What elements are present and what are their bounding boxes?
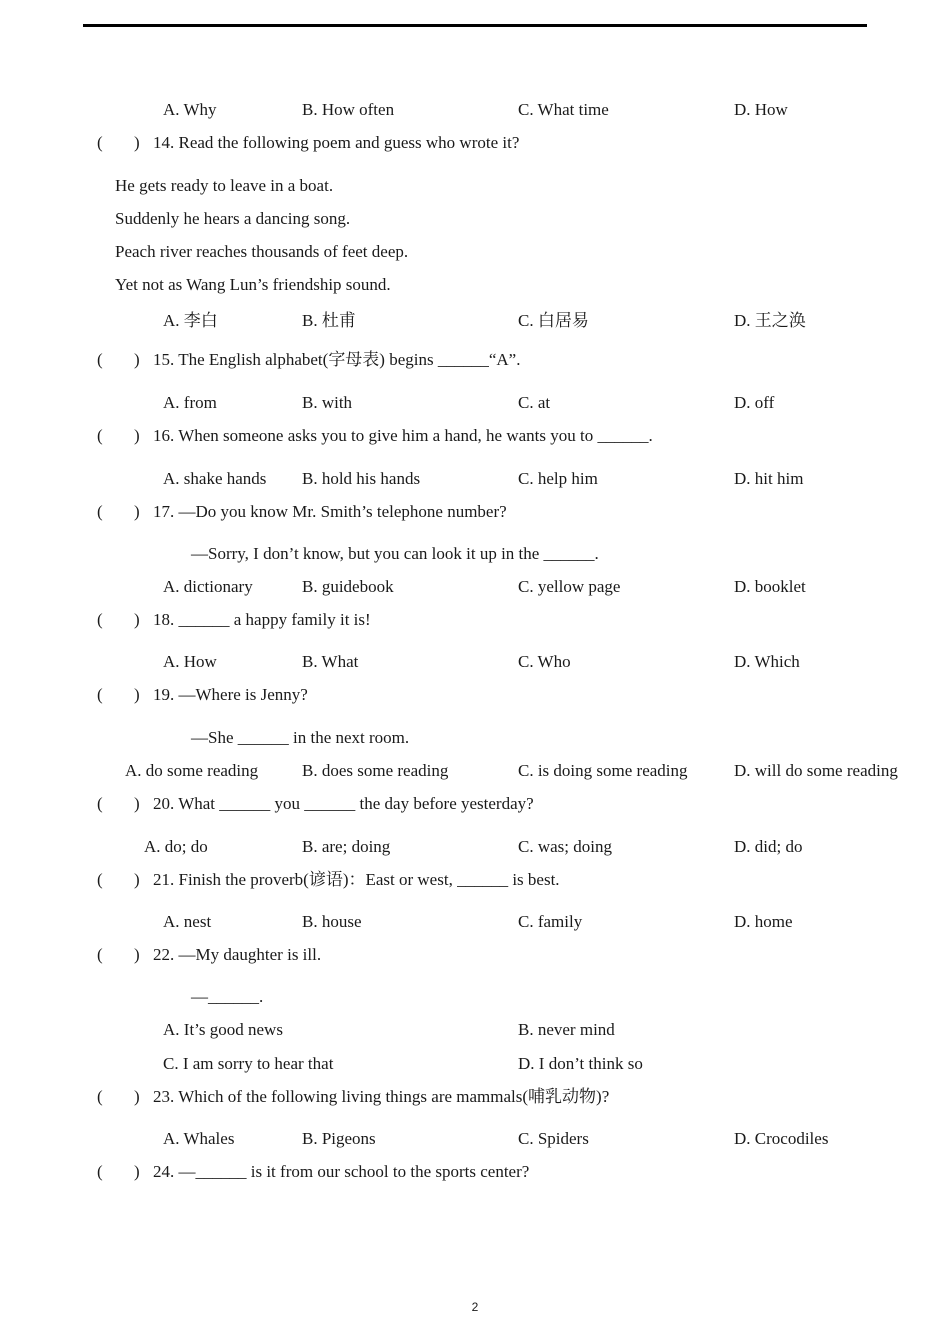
answer-paren-open[interactable]: ( [97,426,103,445]
answer-paren-close: ) [134,794,140,813]
option-d: D. Which [734,652,800,671]
answer-paren-close: ) [134,945,140,964]
option-c: C. Who [518,652,571,671]
option-a: A. Whales [163,1129,235,1148]
option-c: C. I am sorry to hear that [163,1054,334,1073]
option-a: A. from [163,393,217,412]
option-b: B. hold his hands [302,469,421,488]
option-a: A. shake hands [163,469,267,488]
option-b: B. guidebook [302,577,394,596]
option-a: A. It’s good news [163,1020,283,1039]
option-a: A. dictionary [163,577,253,596]
question-stem: 18. ______ a happy family it is! [153,610,371,629]
option-c: C. Spiders [518,1129,589,1148]
option-c: C. family [518,912,583,931]
question-stem: 21. Finish the proverb(谚语)：East or west, ______ is best. [153,870,560,889]
question-stem: 22. —My daughter is ill. [153,945,322,964]
option-d: D. will do some reading [734,761,898,780]
option-b: B. Pigeons [302,1129,376,1148]
answer-paren-open[interactable]: ( [97,350,103,369]
question-stem: 15. The English alphabet(字母表) begins ______“A”. [153,350,521,369]
option-a: A. Why [163,100,217,119]
dialogue-reply: —She ______ in the next room. [191,728,410,747]
question-stem: 17. —Do you know Mr. Smith’s telephone number? [153,502,507,521]
answer-paren-open[interactable]: ( [97,685,103,704]
header-rule [83,24,867,27]
option-b: B. never mind [518,1020,615,1039]
poem-line: Suddenly he hears a dancing song. [115,209,351,228]
option-a: A. do; do [144,837,208,856]
page-number: 2 [471,1300,479,1314]
question-stem: 14. Read the following poem and guess who wrote it? [153,133,520,152]
option-c: C. 白居易 [518,311,589,330]
option-d: D. Crocodiles [734,1129,829,1148]
answer-paren-close: ) [134,685,140,704]
poem-line: Yet not as Wang Lun’s friendship sound. [115,275,391,294]
answer-paren-open[interactable]: ( [97,1087,103,1106]
answer-paren-close: ) [134,350,140,369]
option-b: B. house [302,912,362,931]
option-a: A. 李白 [163,311,218,330]
option-b: B. 杜甫 [302,311,356,330]
option-b: B. How often [302,100,395,119]
option-d: D. 王之涣 [734,311,806,330]
option-a: A. do some reading [125,761,259,780]
answer-paren-close: ) [134,1087,140,1106]
option-c: C. is doing some reading [518,761,688,780]
option-b: B. are; doing [302,837,391,856]
option-d: D. hit him [734,469,804,488]
option-a: A. nest [163,912,212,931]
option-c: C. What time [518,100,609,119]
answer-paren-open[interactable]: ( [97,870,103,889]
option-d: D. booklet [734,577,806,596]
question-stem: 19. —Where is Jenny? [153,685,308,704]
answer-paren-close: ) [134,610,140,629]
poem-line: He gets ready to leave in a boat. [115,176,334,195]
option-c: C. was; doing [518,837,612,856]
poem-line: Peach river reaches thousands of feet deep. [115,242,409,261]
option-c: C. yellow page [518,577,621,596]
answer-paren-open[interactable]: ( [97,133,103,152]
answer-paren-close: ) [134,870,140,889]
option-d: D. did; do [734,837,803,856]
dialogue-reply: —______. [191,987,264,1006]
answer-paren-close: ) [134,426,140,445]
question-stem: 20. What ______ you ______ the day before yesterday? [153,794,534,813]
dialogue-reply: —Sorry, I don’t know, but you can look it up in the ______. [191,544,599,563]
answer-paren-close: ) [134,133,140,152]
option-b: B. with [302,393,353,412]
question-stem: 16. When someone asks you to give him a hand, he wants you to ______. [153,426,653,445]
answer-paren-close: ) [134,502,140,521]
option-b: B. What [302,652,359,671]
answer-paren-open[interactable]: ( [97,945,103,964]
option-d: D. home [734,912,793,931]
option-d: D. How [734,100,788,119]
option-c: C. at [518,393,551,412]
option-a: A. How [163,652,217,671]
option-c: C. help him [518,469,598,488]
option-b: B. does some reading [302,761,449,780]
option-d: D. off [734,393,775,412]
answer-paren-open[interactable]: ( [97,502,103,521]
answer-paren-close: ) [134,1162,140,1181]
answer-paren-open[interactable]: ( [97,1162,103,1181]
question-stem: 23. Which of the following living things are mammals(哺乳动物)? [153,1087,610,1106]
answer-paren-open[interactable]: ( [97,794,103,813]
answer-paren-open[interactable]: ( [97,610,103,629]
option-d: D. I don’t think so [518,1054,643,1073]
question-stem: 24. —______ is it from our school to the sports center? [153,1162,530,1181]
